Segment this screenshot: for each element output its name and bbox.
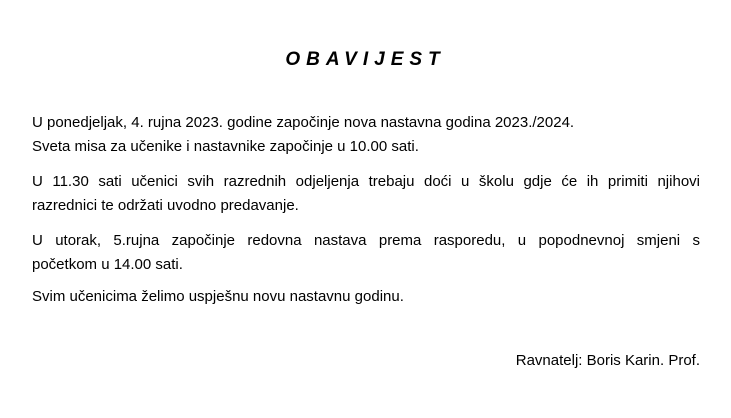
signature-line: Ravnatelj: Boris Karin. Prof. [515,352,700,369]
paragraph-line: U 11.30 sati učenici svih razrednih odjeljenja trebaju doći u školu gdje će ih primiti njihovi [32,173,700,190]
paragraph-text [32,111,700,159]
paragraph-wishes [32,285,700,309]
paragraph-line: U utorak, 5.rujna započinje redovna nastava prema rasporedu, u popodnevnoj smjeni s [32,232,700,249]
paragraph-text [32,285,700,309]
document-title: OBAVIJEST [285,49,446,70]
paragraph-arrival-instructions [32,170,700,218]
paragraph-text [32,170,700,218]
paragraph-line: Sveta misa za učenike i nastavnike započinje u 10.00 sati. [32,138,419,155]
paragraph-line: U ponedjeljak, 4. rujna 2023. godine započinje nova nastavna godina 2023./2024. [32,114,575,131]
paragraph-line: Svim učenicima želimo uspješnu novu nastavnu godinu. [32,288,404,305]
paragraph-text [32,229,700,277]
paragraph-start-of-school-year [32,111,700,159]
paragraph-line: početkom u 14.00 sati. [32,256,183,273]
paragraph-line: razrednici te održati uvodno predavanje. [32,197,299,214]
paragraph-regular-classes [32,229,700,277]
